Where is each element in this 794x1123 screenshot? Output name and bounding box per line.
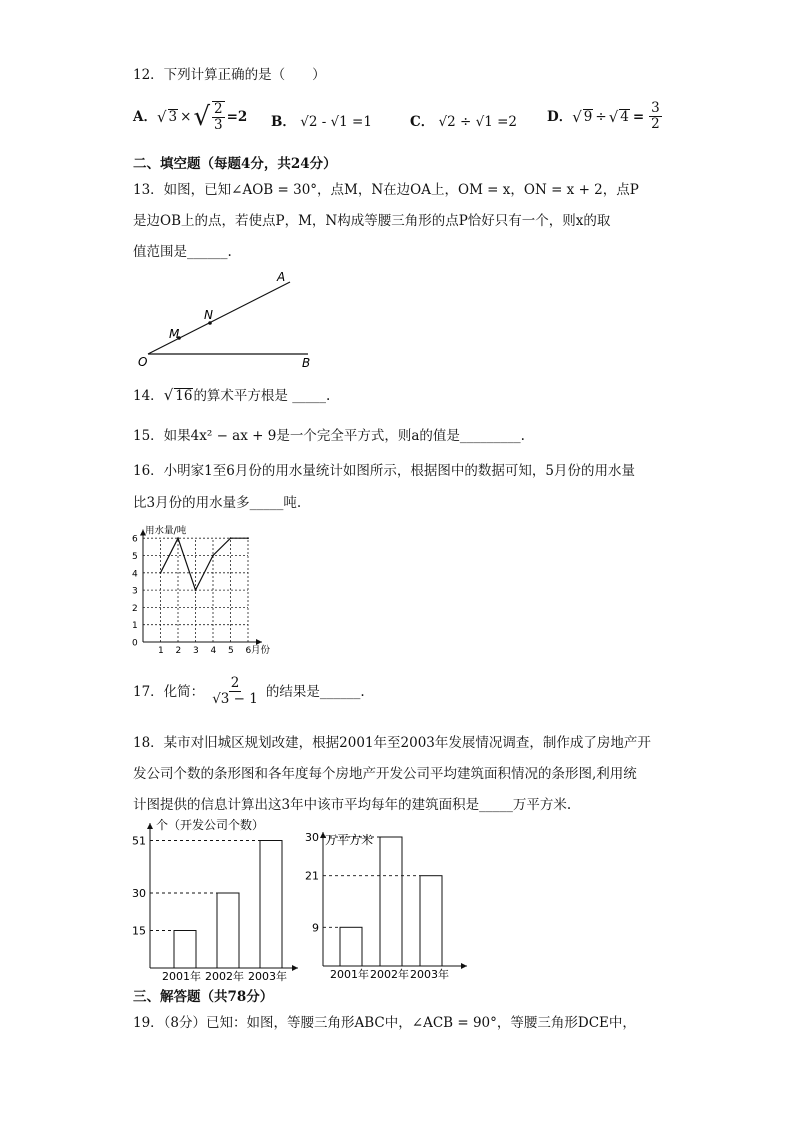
x-category-label: 2002年 xyxy=(205,970,244,983)
q13-line2: 是边OB上的点，若使点P，M，N构成等腰三角形的点P恰好只有一个，则x的取 xyxy=(133,213,611,229)
q12-a-label: A． xyxy=(133,109,157,125)
q13-line1: 13．如图，已知∠AOB = 30°，点M，N在边OA上，OM = x，ON = x + 2，点P xyxy=(133,182,639,198)
q14-prefix: 14． xyxy=(133,388,164,404)
x-tick-label: 2 xyxy=(175,646,182,656)
q18-line3: 计图提供的信息计算出这3年中该市平均每年的建筑面积是_____万平方米. xyxy=(133,797,572,813)
x-axis-arrow xyxy=(292,965,298,971)
y-tick-label: 51 xyxy=(132,834,146,848)
y-tick-label: 5 xyxy=(132,552,138,562)
data-point xyxy=(160,572,162,574)
y-axis-arrow xyxy=(147,823,153,829)
x-tick-label: 1 xyxy=(158,646,164,656)
q13-line3: 值范围是______. xyxy=(133,244,232,260)
y-axis-title: 个（开发公司个数） xyxy=(156,818,265,832)
q15: 15．如果4x² − ax + 9是一个完全平方式，则a的值是_________. xyxy=(133,428,525,444)
q17-num: 2 xyxy=(230,675,240,691)
y-tick-label: 6 xyxy=(132,534,138,545)
q12-a-tail: =2 xyxy=(226,109,248,125)
q14-suffix: 的算术平方根是 _____. xyxy=(193,388,331,404)
y-tick-label: 9 xyxy=(312,921,319,935)
x-axis-arrow xyxy=(461,963,467,969)
y-tick-label: 3 xyxy=(132,586,138,597)
q19-line1: 19．（8分）已知：如图，等腰三角形ABC中，∠ACB = 90°，等腰三角形DCE中， xyxy=(133,1015,636,1031)
series-line xyxy=(161,538,249,590)
x-tick-label: 3 xyxy=(193,646,199,656)
label-b: B xyxy=(302,356,311,370)
q18-line1: 18．某市对旧城区规划改建，根据2001年至2003年发展情况调查，制作成了房地产开 xyxy=(133,735,651,751)
y-tick-label: 4 xyxy=(132,569,138,580)
q12-c-expr: √2 ÷ √1 =2 xyxy=(438,114,518,130)
bar-2 xyxy=(380,837,402,966)
x-category-label: 2003年 xyxy=(410,968,449,981)
y-axis-title: 万平方米 xyxy=(325,833,374,847)
y-tick-label: 15 xyxy=(132,924,146,938)
x-tick-label: 6 xyxy=(245,646,252,656)
q12-stem: 12．下列计算正确的是（ ） xyxy=(133,67,326,83)
q12-b-label: B． xyxy=(271,114,296,130)
data-point xyxy=(230,537,232,539)
bar-1 xyxy=(340,927,362,966)
bar-3 xyxy=(420,876,442,966)
y-tick-label: 2 xyxy=(132,603,138,614)
q12-option-b xyxy=(271,113,372,131)
q14: 14．√ 16的算术平方根是 _____. xyxy=(133,386,331,404)
y-tick-label: 21 xyxy=(305,869,319,883)
q12-option-d: D． √ 9 ÷ √ 4 = $\frac{3}{2}$ xyxy=(547,100,660,132)
data-point xyxy=(247,537,249,539)
label-m: M xyxy=(169,327,180,341)
q12-c-label: C． xyxy=(410,114,435,130)
q12-d-den: 2 xyxy=(651,116,660,132)
q16-line1: 16．小明家1至6月份的用水量统计如图所示，根据图中的数据可知，5月份的用水量 xyxy=(133,463,635,479)
q17 xyxy=(133,676,365,707)
q13-figure xyxy=(130,268,330,372)
data-point xyxy=(177,537,179,539)
q12-d-num: 3 xyxy=(651,100,660,116)
q16-line2: 比3月份的用水量多_____吨. xyxy=(133,495,302,511)
y-tick-label: 1 xyxy=(132,621,138,632)
water-usage-chart xyxy=(125,518,285,660)
q12-b-expr: √2 - √1 =1 xyxy=(300,114,372,130)
q12-option-c xyxy=(410,113,517,131)
label-o: O xyxy=(138,355,148,369)
data-point xyxy=(195,589,197,591)
q18-line2: 发公司个数的条形图和各年度每个房地产开发公司平均建筑面积情况的条形图,利用统 xyxy=(133,766,637,782)
x-tick-label: 4 xyxy=(210,646,217,656)
data-point xyxy=(212,555,214,557)
q17-prefix: 17．化简： xyxy=(133,683,205,700)
section-2-heading: 二、填空题（每题4分，共24分） xyxy=(133,156,337,172)
section-3-heading: 三、解答题（共78分） xyxy=(133,989,274,1005)
building-area-chart xyxy=(305,828,470,983)
bar-1 xyxy=(174,931,196,969)
company-count-chart xyxy=(128,815,303,983)
x-category-label: 2001年 xyxy=(330,968,369,981)
y-tick-label: 0 xyxy=(132,638,138,649)
y-axis-title: 用水量/吨 xyxy=(145,525,187,537)
bar-2 xyxy=(217,893,239,968)
q17-suffix: 的结果是______. xyxy=(265,683,365,700)
q14-radicand: 16 xyxy=(175,388,193,404)
q17-den: √3 − 1 xyxy=(212,691,258,707)
x-axis-title: 月份 xyxy=(251,645,271,656)
bar-3 xyxy=(260,841,282,969)
x-category-label: 2002年 xyxy=(370,968,409,981)
q12-option-a: A． √ 3 × √ $\frac{2}{3}$ =2 xyxy=(133,101,248,133)
label-a: A xyxy=(277,270,286,284)
y-tick-label: 30 xyxy=(305,831,319,844)
q12-d-label: D． xyxy=(547,108,573,125)
x-tick-label: 5 xyxy=(228,646,234,656)
y-tick-label: 30 xyxy=(132,887,146,900)
x-category-label: 2003年 xyxy=(248,970,287,983)
x-category-label: 2001年 xyxy=(162,970,201,983)
ray-oa xyxy=(148,282,290,354)
label-n: N xyxy=(204,308,213,322)
